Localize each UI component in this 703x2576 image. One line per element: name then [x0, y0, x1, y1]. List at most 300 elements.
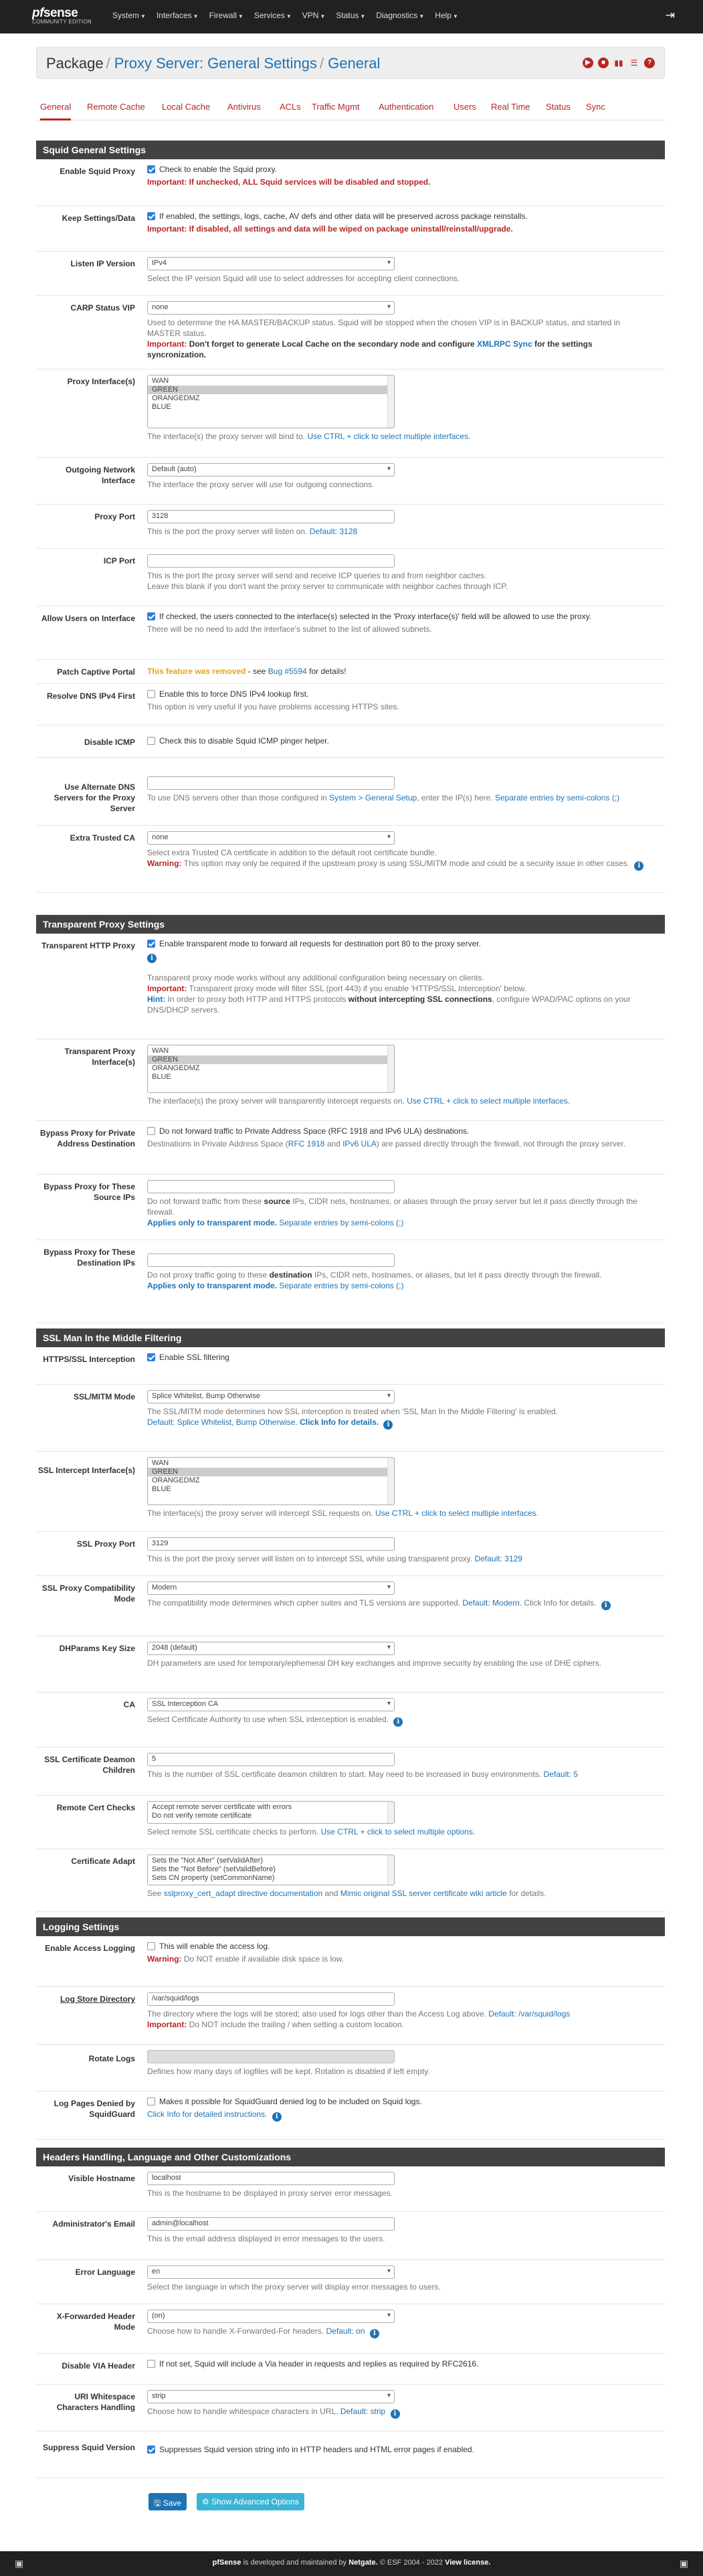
list-option[interactable]: GREEN: [148, 385, 394, 394]
log-dir-input[interactable]: /var/squid/logs: [147, 1992, 395, 2006]
allow-users-text: If checked, the users connected to the interface(s) selected in the 'Proxy interface(s)' field will be allowed to use the proxy.: [159, 612, 592, 621]
breadcrumb-current[interactable]: General: [328, 55, 381, 72]
label-rotate-logs: Rotate Logs: [88, 2054, 135, 2063]
label-log-denied: Log Pages Denied by SquidGuard: [54, 2099, 135, 2119]
rfc1918-link[interactable]: RFC 1918: [288, 1139, 325, 1148]
menu-help[interactable]: Help ▼: [435, 11, 458, 20]
row-carp: [36, 296, 665, 369]
ssl-port-help: This is the port the proxy server will listen on to intercept SSL while using transparent proxy.: [147, 1554, 473, 1563]
caret-down-icon: ▼: [193, 13, 199, 19]
info-icon[interactable]: i: [383, 1420, 393, 1430]
proxy-interfaces-list[interactable]: [147, 375, 395, 428]
applies-transparent: Applies only to transparent mode.: [147, 1281, 278, 1290]
separate-entries-hint: Separate entries by semi-colons (;): [279, 1281, 404, 1290]
ssl-children-input[interactable]: 5: [147, 1753, 395, 1766]
breadcrumb: Package / Proxy Server: General Settings / General: [46, 55, 381, 72]
label-hostname: Visible Hostname: [68, 2174, 135, 2183]
uri-whitespace-help: Choose how to handle whitespace characters in URL.: [147, 2407, 338, 2416]
general-setup-link[interactable]: System > General Setup: [329, 793, 417, 802]
enable-logging-text: This will enable the access log.: [159, 1942, 270, 1951]
footer: [0, 2551, 703, 2576]
row-bypass-dst: [36, 1240, 665, 1323]
row-icp-port: [36, 549, 665, 606]
list-option[interactable]: ORANGEDMZ: [152, 1064, 200, 1072]
disable-via-text: If not set, Squid will include a Via header in requests and replies as required by RFC2616.: [159, 2359, 479, 2369]
label-disable-icmp: Disable ICMP: [84, 738, 135, 747]
transparent-interfaces-list[interactable]: [147, 1045, 395, 1093]
disable-via-checkbox[interactable]: [147, 2360, 155, 2368]
xff-select[interactable]: (on) ▾: [147, 2310, 395, 2323]
ssl-interfaces-list[interactable]: [147, 1457, 395, 1505]
label-uri-whitespace: URI Whitespace Characters Handling: [56, 2392, 135, 2412]
info-icon[interactable]: i: [601, 1601, 611, 1610]
dhparams-help: DH parameters are used for temporary/ephemeral DH key exchanges and improve security by enabling the use of DHE ciphers.: [147, 1658, 601, 1668]
ssl-compat-help: The compatibility mode determines which cipher suites and TLS versions are supported.: [147, 1598, 461, 1608]
ssl-if-help: The interface(s) the proxy server will intercept SSL requests on.: [147, 1509, 373, 1518]
label-transparent-interfaces: Transparent Proxy Interface(s): [64, 1047, 135, 1067]
ssl-filtering-text: Enable SSL filtering: [159, 1353, 229, 1362]
enable-squid-checkbox[interactable]: [147, 165, 155, 173]
tab-remote-cache[interactable]: Remote Cache: [87, 102, 145, 112]
scrollbar[interactable]: [387, 1802, 394, 1823]
pfsense-logo[interactable]: [32, 6, 92, 25]
label-ssl-interfaces: SSL Intercept Interface(s): [37, 1466, 135, 1475]
label-admin-email: Administrator's Email: [52, 2219, 135, 2229]
caret-down-icon: ▼: [286, 13, 292, 19]
header-icons: [578, 58, 655, 68]
bypass-src-help-post: IPs, CIDR nets, hostnames, or aliases through the proxy server but let it pass directly through the firewall.: [147, 1197, 637, 1217]
list-option[interactable]: WAN: [152, 1459, 169, 1467]
cert-adapt-list[interactable]: [147, 1855, 395, 1885]
list-option[interactable]: BLUE: [152, 1485, 171, 1493]
label-proxy-interfaces: Proxy Interface(s): [67, 377, 135, 386]
bypass-src-input[interactable]: [147, 1180, 395, 1193]
important-label: Important:: [147, 224, 187, 234]
footer-text: is developed and maintained by: [243, 2559, 347, 2567]
log-denied-checkbox[interactable]: [147, 2097, 155, 2106]
list-option[interactable]: WAN: [152, 377, 169, 385]
hint-tail: , configure WPAD/PAC options on your DNS/DHCP servers.: [147, 995, 631, 1015]
admin-email-help: This is the email address displayed in error messages to the users.: [147, 2234, 385, 2243]
remote-cert-help: Select remote SSL certificate checks to perform.: [147, 1827, 319, 1836]
save-icon: 🖫: [154, 2498, 161, 2508]
label-carp: CARP Status VIP: [70, 303, 135, 313]
list-option[interactable]: Sets the "Not After" (setValidAfter): [152, 1857, 263, 1865]
list-option[interactable]: BLUE: [152, 403, 171, 411]
label-transparent-http: Transparent HTTP Proxy: [41, 941, 135, 950]
logging-warning: Do NOT enable if available disk space is low.: [183, 1954, 344, 1964]
important-label: Important:: [147, 339, 187, 349]
ssl-compat-click-info: Click Info for details.: [524, 1598, 597, 1608]
uri-whitespace-default: Default: strip: [340, 2407, 386, 2416]
row-proxy-port: [36, 505, 665, 549]
row-enable-logging: [36, 1936, 665, 1987]
row-https-interception: [36, 1347, 665, 1385]
row-remote-cert: [36, 1796, 665, 1849]
listen-ip-help: Select the IP version Squid will use to select addresses for accepting client connections.: [147, 274, 460, 283]
important-label: Important:: [147, 2020, 187, 2029]
log-denied-text: Makes it possible for SquidGuard denied log to be included on Squid logs.: [159, 2097, 422, 2106]
logo-pf: pf: [32, 6, 43, 20]
error-language-help: Select the language in which the proxy server will display error messages to users.: [147, 2282, 441, 2292]
list-option[interactable]: ORANGEDMZ: [152, 394, 200, 402]
list-option[interactable]: BLUE: [152, 1073, 171, 1081]
cert-adapt-tail: for details.: [509, 1889, 546, 1898]
label-ssl-port: SSL Proxy Port: [76, 1539, 135, 1549]
row-disable-via: [36, 2354, 665, 2385]
label-keep-settings: Keep Settings/Data: [62, 213, 135, 223]
label-allow-users: Allow Users on Interface: [41, 614, 135, 623]
ssl-port-input[interactable]: 3129: [147, 1537, 395, 1551]
label-suppress-version: Suppress Squid Version: [42, 2443, 135, 2452]
footer-copyright: © ESF 2004 - 2022: [379, 2559, 443, 2567]
scrollbar[interactable]: [387, 1045, 394, 1092]
list-option[interactable]: GREEN: [148, 1055, 394, 1064]
proxy-if-help: The interface(s) the proxy server will bind to.: [147, 432, 306, 441]
row-ssl-compat: [36, 1576, 665, 1636]
disable-icmp-checkbox[interactable]: [147, 737, 155, 745]
label-dhparams: DHParams Key Size: [59, 1644, 135, 1653]
row-ssl-port: [36, 1532, 665, 1576]
ctrl-click-hint: Use CTRL + click to select multiple interfaces.: [375, 1509, 539, 1518]
hint-text: In order to proxy both HTTP and HTTPS protocols: [167, 995, 346, 1004]
menu-status[interactable]: Status ▼: [336, 11, 366, 20]
ctrl-click-hint: Use CTRL + click to select multiple interfaces.: [307, 432, 471, 441]
rotate-logs-help: Defines how many days of logfiles will be kept. Rotation is disabled if left empty.: [147, 2067, 430, 2076]
outgoing-help: The interface the proxy server will use for outgoing connections.: [147, 480, 375, 489]
uri-whitespace-select[interactable]: strip ▾: [147, 2390, 395, 2403]
footer-right-icon[interactable]: ▣: [679, 2558, 688, 2569]
important-label: Important:: [147, 984, 187, 993]
label-cert-adapt: Certificate Adapt: [71, 1857, 135, 1866]
menu-system[interactable]: System ▼: [112, 11, 146, 20]
show-advanced-label: Show Advanced Options: [211, 2497, 299, 2506]
log-dir-help: The directory where the logs will be stored; also used for logs other than the Access Log above.: [147, 2009, 486, 2019]
row-outgoing-interface: [36, 458, 665, 505]
resolve-dns-help: This option is very useful if you have problems accessing HTTPS sites.: [147, 702, 399, 711]
remote-cert-list[interactable]: [147, 1801, 395, 1824]
carp-select[interactable]: none ▾: [147, 301, 395, 315]
label-ssl-compat: SSL Proxy Compatibility Mode: [41, 1583, 135, 1604]
trusted-ca-warning: This option may only be required if the upstream proxy is using SSL/MITM mode and could be a security issue in other cases.: [183, 859, 629, 868]
row-captive-portal: [36, 660, 665, 684]
xff-help: Choose how to handle X-Forwarded-For headers.: [147, 2326, 324, 2336]
show-advanced-button[interactable]: [197, 2493, 304, 2510]
important-text: If unchecked, ALL Squid services will be disabled and stopped.: [189, 177, 431, 187]
row-xff: [36, 2304, 665, 2354]
save-button[interactable]: [148, 2493, 187, 2510]
breadcrumb-package[interactable]: Package: [46, 55, 104, 72]
log-dir-important: Do NOT include the trailing / when setting a custom location.: [189, 2020, 404, 2029]
tab-sync[interactable]: Sync: [586, 102, 605, 112]
play-icon[interactable]: ▶: [583, 58, 593, 68]
main-menu: [112, 11, 469, 20]
menu-interfaces[interactable]: Interfaces ▼: [156, 11, 199, 20]
icp-help-2: Leave this blank if you don't want the proxy server to communicate with neighbor caches through ICP.: [147, 582, 508, 591]
row-bypass-src: [36, 1175, 665, 1240]
label-bypass-private: Bypass Proxy for Private Address Destination: [39, 1128, 135, 1148]
transparent-important-text: Transparent proxy mode will filter SSL (port 443) if you enable 'HTTPS/SSL Interception' below.: [189, 984, 527, 993]
list-option[interactable]: Sets the "Not Before" (setValidBefore): [152, 1865, 276, 1873]
logo-sense: sense: [43, 6, 78, 20]
xmlrpc-sync-link[interactable]: XMLRPC Sync: [476, 339, 532, 349]
list-option[interactable]: Do not verify remote certificate: [152, 1812, 252, 1820]
row-transparent-interfaces: [36, 1039, 665, 1121]
tab-users[interactable]: Users: [454, 102, 476, 112]
list-option[interactable]: WAN: [152, 1047, 169, 1055]
label-outgoing: Outgoing Network Interface: [66, 465, 135, 485]
row-hostname: [36, 2166, 665, 2212]
transparent-http-checkbox[interactable]: [147, 940, 155, 948]
row-allow-users: [36, 606, 665, 660]
ssl-compat-default: Default: Modern.: [462, 1598, 522, 1608]
caret-down-icon: ▼: [452, 13, 458, 19]
transparent-help: Transparent proxy mode works without any additional configuration being necessary on clients.: [147, 973, 484, 982]
info-icon[interactable]: i: [393, 1717, 403, 1727]
row-alt-dns: [36, 758, 665, 826]
rotate-logs-input[interactable]: [147, 2050, 395, 2063]
label-disable-via: Disable VIA Header: [62, 2361, 135, 2371]
ssl-filtering-checkbox[interactable]: [147, 1353, 155, 1361]
row-disable-icmp: [36, 725, 665, 758]
scrollbar[interactable]: [387, 1458, 394, 1505]
save-label: Save: [163, 2498, 181, 2508]
destination-bold: destination: [269, 1270, 312, 1280]
carp-tail: for the settings syncronization.: [147, 339, 593, 359]
ipv6-ula-link[interactable]: IPv6 ULA: [342, 1139, 377, 1148]
tab-bar: [36, 98, 665, 120]
applies-transparent: Applies only to transparent mode.: [147, 1218, 278, 1227]
info-icon[interactable]: i: [147, 954, 157, 963]
error-language-select[interactable]: en ▾: [147, 2265, 395, 2279]
separate-entries-hint: Separate entries by semi-colons (;): [494, 793, 620, 802]
listen-ip-select[interactable]: IPv4 ▾: [147, 257, 395, 270]
label-error-language: Error Language: [75, 2267, 135, 2277]
label-remote-cert: Remote Cert Checks: [56, 1803, 135, 1812]
allow-users-help: There will be no need to add the interface's subnet to the list of allowed subnets.: [147, 624, 432, 634]
ssl-port-default: Default: 3129: [474, 1554, 522, 1563]
section-transparent: Transparent Proxy Settings: [36, 915, 665, 934]
hint-bold: without intercepting SSL connections: [348, 995, 492, 1004]
mimic-wiki-link[interactable]: Mimic original SSL server certificate wiki article: [340, 1889, 507, 1898]
carp-important-text: Don't forget to generate Local Cache on the secondary node and configure: [189, 339, 475, 349]
xff-default: Default: on: [326, 2326, 365, 2336]
keep-settings-checkbox[interactable]: [147, 212, 155, 220]
ssl-mode-help: The SSL/MITM mode determines how SSL interception is treated when 'SSL Man In the Middle Filtering' is enabled.: [147, 1407, 558, 1416]
stop-icon[interactable]: ■: [598, 58, 609, 68]
footer-brand: pfSense: [212, 2559, 241, 2567]
ssl-mode-click-info: Click Info for details.: [300, 1418, 379, 1427]
suppress-version-text: Suppresses Squid version string info in HTTP headers and HTML error pages if enabled.: [159, 2445, 474, 2454]
label-bypass-dst: Bypass Proxy for These Destination IPs: [43, 1248, 135, 1268]
caret-down-icon: ▼: [419, 13, 425, 19]
row-log-dir: [36, 1987, 665, 2045]
row-error-language: [36, 2260, 665, 2304]
ca-select[interactable]: SSL Interception CA ▾: [147, 1698, 395, 1711]
and-text: and: [326, 1139, 340, 1148]
row-suppress-version: [36, 2431, 665, 2478]
info-icon[interactable]: i: [370, 2329, 379, 2338]
admin-email-input[interactable]: admin@localhost: [147, 2217, 395, 2231]
footer-left-icon[interactable]: ▣: [15, 2558, 24, 2569]
important-text: If disabled, all settings and data will be wiped on package uninstall/reinstall/upgrade.: [189, 224, 513, 234]
bypass-private-checkbox[interactable]: [147, 1127, 155, 1135]
footer-company[interactable]: Netgate.: [348, 2559, 378, 2567]
feature-removed-text: This feature was removed: [147, 667, 246, 676]
menu-services[interactable]: Services ▼: [254, 11, 292, 20]
hint-label: Hint:: [147, 995, 166, 1004]
label-alt-dns: Use Alternate DNS Servers for the Proxy Server: [54, 782, 135, 813]
label-bypass-src: Bypass Proxy for These Source IPs: [43, 1182, 135, 1202]
label-icp-port: ICP Port: [103, 556, 135, 566]
disable-icmp-text: Check this to disable Squid ICMP pinger helper.: [159, 736, 329, 746]
caret-down-icon: ▼: [320, 13, 326, 19]
label-resolve-dns: Resolve DNS IPv4 First: [46, 691, 135, 701]
info-icon[interactable]: i: [272, 2112, 282, 2122]
bypass-private-help: Destinations in Private Address Space (: [147, 1139, 288, 1148]
caret-down-icon: ▼: [140, 13, 146, 19]
section-squid-general: Squid General Settings: [36, 141, 665, 159]
row-dhparams: [36, 1636, 665, 1693]
label-ssl-children: SSL Certificate Deamon Children: [44, 1755, 135, 1775]
tab-acls[interactable]: ACLs: [280, 102, 301, 112]
sign-out-icon[interactable]: ⇥: [665, 9, 675, 21]
proxy-port-default: Default: 3128: [309, 527, 358, 536]
menu-firewall[interactable]: Firewall ▼: [209, 11, 243, 20]
row-resolve-dns: [36, 684, 665, 725]
carp-help: Used to determine the HA MASTER/BACKUP status. Squid will be stopped when the chosen VIP is in BACKUP status, and started in MASTER status.: [147, 318, 621, 338]
ssl-mode-select[interactable]: Splice Whitelist, Bump Otherwise ▾: [147, 1390, 395, 1403]
log-dir-default: Default: /var/squid/logs: [488, 2009, 571, 2019]
tab-local-cache[interactable]: Local Cache: [162, 102, 211, 112]
navbar: [0, 0, 703, 33]
ssl-compat-select[interactable]: Modern ▾: [147, 1581, 395, 1595]
row-ssl-mode: [36, 1385, 665, 1452]
row-proxy-interfaces: [36, 369, 665, 458]
enable-logging-checkbox[interactable]: [147, 1942, 155, 1950]
tab-authentication[interactable]: Authentication: [379, 102, 434, 112]
scrollbar[interactable]: [387, 1855, 394, 1885]
tab-status[interactable]: Status: [546, 102, 571, 112]
captive-tail: for details!: [309, 667, 346, 676]
row-transparent-http: [36, 934, 665, 1039]
caret-down-icon: ▼: [360, 13, 366, 19]
and-text: and: [324, 1889, 338, 1898]
scrollbar[interactable]: [387, 375, 394, 428]
sslproxy-doc-link[interactable]: sslproxy_cert_adapt directive documentation: [163, 1889, 323, 1898]
row-log-denied: [36, 2091, 665, 2140]
info-icon[interactable]: i: [634, 861, 643, 871]
info-icon[interactable]: i: [391, 2409, 400, 2419]
gear-icon: ⚙: [202, 2497, 209, 2506]
section-headers: Headers Handling, Language and Other Customizations: [36, 2148, 665, 2166]
label-trusted-ca: Extra Trusted CA: [70, 833, 135, 843]
alt-dns-help: To use DNS servers other than those configured in: [147, 793, 327, 802]
row-admin-email: [36, 2212, 665, 2260]
separate-entries-hint: Separate entries by semi-colons (;): [279, 1218, 404, 1227]
trusted-ca-select[interactable]: none ▾: [147, 831, 395, 845]
row-enable-squid: [36, 159, 665, 206]
list-icon[interactable]: ☰: [630, 58, 638, 68]
logo-edition: COMMUNITY EDITION: [32, 19, 92, 25]
alt-dns-input[interactable]: [147, 776, 395, 790]
source-bold: source: [264, 1197, 290, 1206]
trusted-ca-help: Select extra Trusted CA certificate in addition to the default root certificate bundle.: [147, 848, 437, 857]
row-cert-adapt: [36, 1849, 665, 1912]
footer-license-link[interactable]: View license.: [445, 2559, 491, 2567]
section-ssl: SSL Man In the Middle Filtering: [36, 1328, 665, 1347]
section-logging: Logging Settings: [36, 1917, 665, 1936]
proxy-port-input[interactable]: 3128: [147, 510, 395, 523]
ctrl-click-hint: Use CTRL + click to select multiple interfaces.: [407, 1096, 571, 1106]
important-label: Important:: [147, 177, 187, 187]
bypass-dst-input[interactable]: [147, 1254, 395, 1267]
label-proxy-port: Proxy Port: [94, 512, 135, 521]
tab-general[interactable]: General: [40, 98, 71, 120]
icp-port-input[interactable]: [147, 554, 395, 568]
ctrl-click-hint: Use CTRL + click to select multiple options.: [320, 1827, 476, 1836]
menu-diagnostics[interactable]: Diagnostics ▼: [376, 11, 425, 20]
caret-down-icon: ▼: [237, 13, 243, 19]
suppress-version-checkbox[interactable]: [147, 2445, 155, 2454]
alt-dns-mid: , enter the IP(s) here.: [417, 793, 493, 802]
list-option[interactable]: Accept remote server certificate with errors: [152, 1803, 292, 1811]
list-option[interactable]: ORANGEDMZ: [152, 1476, 200, 1484]
tab-traffic-mgmt[interactable]: Traffic Mgmt: [312, 102, 360, 112]
keep-settings-text: If enabled, the settings, logs, cache, AV defs and other data will be preserved across package reinstalls.: [159, 211, 528, 221]
menu-vpn[interactable]: VPN ▼: [302, 11, 326, 20]
bypass-dst-help-post: IPs, CIDR nets, hostnames, or aliases, but let it pass directly through the firewall.: [314, 1270, 602, 1280]
ssl-mode-default: Default: Splice Whitelist, Bump Otherwise.: [147, 1418, 298, 1427]
bar-chart-icon[interactable]: ▮▮: [614, 58, 623, 68]
list-option[interactable]: GREEN: [148, 1468, 394, 1476]
outgoing-select[interactable]: Default (auto) ▾: [147, 463, 395, 477]
log-denied-click-info: Click Info for detailed instructions.: [147, 2110, 268, 2119]
bypass-dst-help: Do not proxy traffic going to these: [147, 1270, 268, 1280]
ssl-children-help: This is the number of SSL certificate deamon children to start. May need to be increased in busy environments.: [147, 1770, 542, 1779]
ssl-children-default: Default: 5: [543, 1770, 578, 1779]
row-rotate-logs: [36, 2045, 665, 2091]
bug-5594-link[interactable]: Bug #5594: [268, 667, 307, 676]
hostname-input[interactable]: localhost: [147, 2172, 395, 2185]
icp-help-1: This is the port the proxy server will send and receive ICP queries to and from neighbor caches.: [147, 571, 487, 580]
allow-users-checkbox[interactable]: [147, 612, 155, 620]
row-listen-ip: [36, 252, 665, 296]
captive-mid: - see: [247, 667, 266, 676]
row-uri-whitespace: [36, 2385, 665, 2431]
proxy-port-help: This is the port the proxy server will listen on.: [147, 527, 308, 536]
ca-help: Select Certificate Authority to use when SSL interception is enabled.: [147, 1715, 389, 1724]
help-icon[interactable]: ?: [644, 58, 655, 68]
breadcrumb-proxy[interactable]: Proxy Server: General Settings: [114, 55, 317, 72]
row-ca: [36, 1693, 665, 1747]
label-log-dir: Log Store Directory: [60, 1994, 135, 2004]
tab-real-time[interactable]: Real Time: [491, 102, 530, 112]
warning-label: Warning:: [147, 1954, 182, 1964]
label-xff: X-Forwarded Header Mode: [56, 2312, 135, 2332]
transparent-if-help: The interface(s) the proxy server will transparently intercept requests on.: [147, 1096, 405, 1106]
row-keep-settings: [36, 206, 665, 252]
resolve-dns-text: Enable this to force DNS IPv4 lookup first.: [159, 689, 309, 699]
bypass-private-tail: ) are passed directly through the firewall, not through the proxy server.: [376, 1139, 626, 1148]
row-ssl-interfaces: [36, 1452, 665, 1532]
row-ssl-children: [36, 1747, 665, 1796]
dhparams-select[interactable]: 2048 (default) ▾: [147, 1642, 395, 1655]
list-option[interactable]: Sets CN property (setCommonName): [152, 1874, 275, 1882]
label-listen-ip: Listen IP Version: [70, 259, 135, 268]
resolve-dns-checkbox[interactable]: [147, 690, 155, 698]
tab-antivirus[interactable]: Antivirus: [227, 102, 261, 112]
